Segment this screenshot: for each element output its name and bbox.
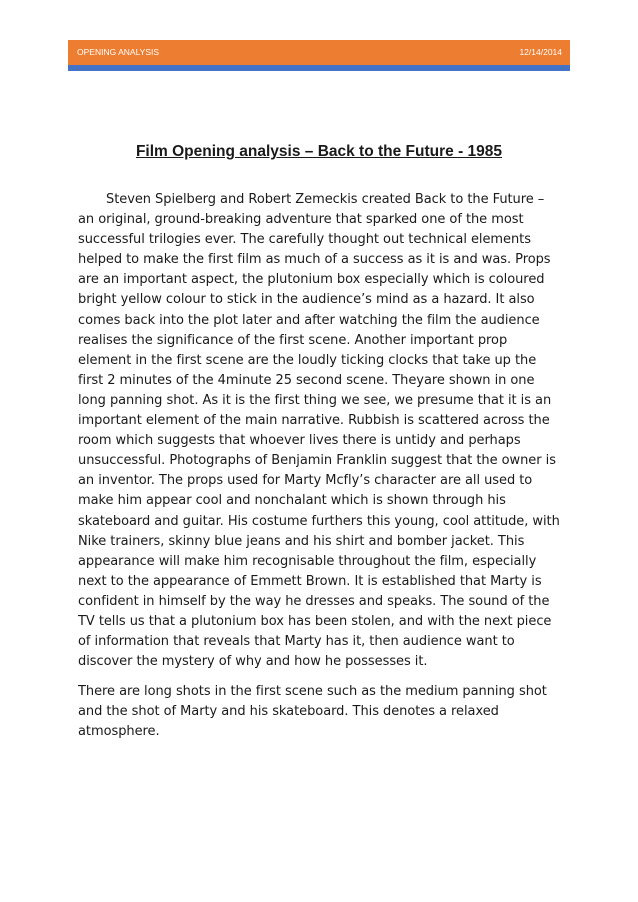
header-date: 12/14/2014 [519, 47, 562, 57]
document-body [78, 190, 564, 743]
header-left-text: OPENING ANALYSIS [77, 47, 160, 57]
document-title: Film Opening analysis – Back to the Future - 1985 [135, 143, 503, 160]
header-rule [68, 65, 570, 71]
paragraph-1: Steven Spielberg and Robert Zemeckis created Back to the Future – an original, ground-breaking adventure that sparked one of the most successful trilogies ever. The carefully thought out technical elements helped to make the first film as much of a success as it is and was. Props are an important aspect, the plutonium box especially which is coloured bright yellow colour to stick in the audience’s mind as a hazard. It also comes back into the plot later and after watching the film the audience realises the significance of the first scene. Another important prop element in the first scene are the loudly ticking clocks that take up the first 2 minutes of the 4minute 25 second scene. Theyare shown in one long panning shot. As it is the first thing we see, we presume that it is an important element of the main narrative. Rubbish is scattered across the room which suggests that whoever lives there is untidy and perhaps unsuccessful. Photographs of Benjamin Franklin suggest that the owner is an inventor. The props used for Marty Mcfly’s character are all used to make him appear cool and nonchalant which is shown through his skateboard and guitar. His costume furthers this young, cool attitude, with Nike trainers, skinny blue jeans and his shirt and bomber jacket. This appearance will make him recognisable throughout the film, especially next to the appearance of Emmett Brown. It is established that Marty is confident in himself by the way he dresses and speaks. The sound of the TV tells us that a plutonium box has been stolen, and with the next piece of information that reveals that Marty has it, then audience want to discover the mystery of why and how he possesses it. [78, 192, 560, 670]
paragraph-2: There are long shots in the first scene such as the medium panning shot and the shot of Marty and his skateboard. This denotes a relaxed atmosphere. [78, 684, 547, 740]
